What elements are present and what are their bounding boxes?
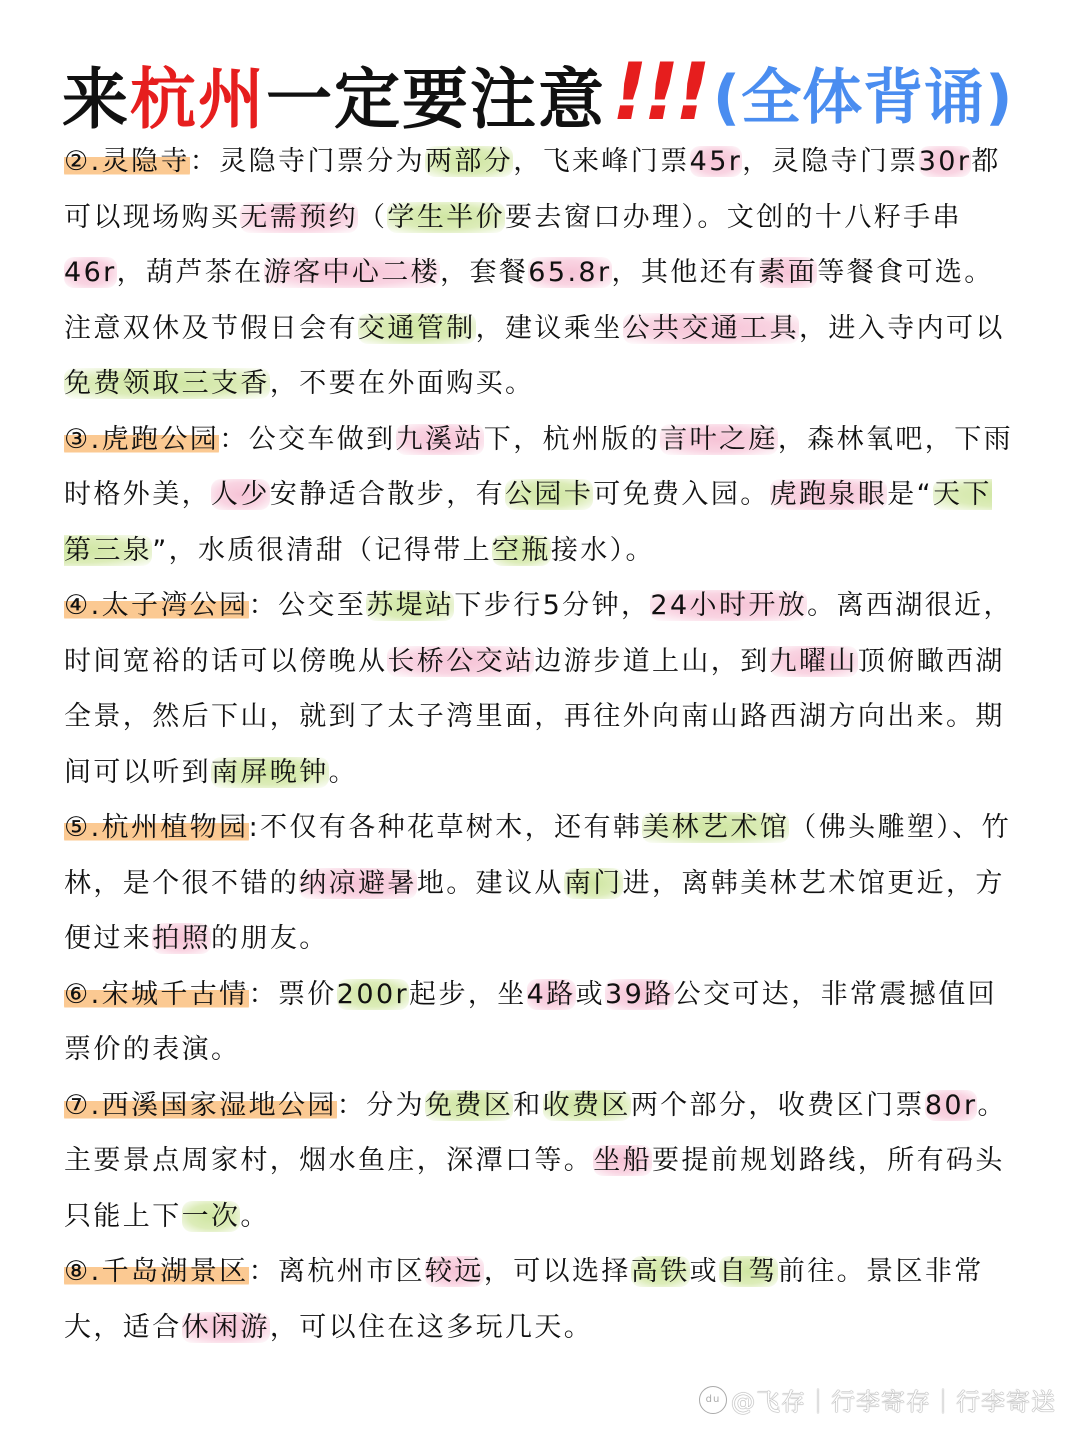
body-text: ，进入寺内可以 <box>799 312 1005 344</box>
body-text: ，套餐 <box>440 257 529 288</box>
highlight-pink: 素面 <box>758 257 818 288</box>
highlight-pink: 虎跑泉眼 <box>769 479 888 510</box>
highlight-pink: 无需预约 <box>240 201 359 233</box>
highlight-green: 苏堤站 <box>366 590 455 621</box>
title-part-attention: 一定要注意 <box>266 60 606 138</box>
highlight-green: 南门 <box>563 867 623 899</box>
body-text: 顶俯瞰西湖全景，然后下山，就到了太子湾里面，再往外向南山路西湖方向出来。期间可以听到 <box>64 645 1005 788</box>
title-exclamation: !!! <box>612 48 707 138</box>
highlight-pink: 45r <box>689 146 743 177</box>
body-text: （佛头雕塑）、竹林，是个很不错的 <box>64 812 1011 899</box>
highlight-green: 收费区 <box>542 1089 631 1121</box>
section-songcheng <box>64 967 1014 1078</box>
body-text: 两个部分，收费区门票 <box>630 1089 925 1121</box>
highlight-green: 两部分 <box>425 146 514 177</box>
title-part-come: 来 <box>62 60 130 138</box>
highlight-green: 天下第三泉 <box>64 479 992 566</box>
body-text: 边游步道上山，到 <box>534 645 770 677</box>
body-text: 都可以现场购买 <box>64 146 1001 233</box>
body-text: 下步行5分钟， <box>454 590 651 621</box>
section-xixi-wetland <box>64 1078 1014 1245</box>
highlight-pink: 30r <box>918 146 972 177</box>
highlight-green: 交通管制 <box>358 312 476 344</box>
body-text: 接水）。 <box>550 534 655 566</box>
tips-list <box>64 134 1014 1355</box>
section-taiziwan <box>64 578 1014 800</box>
highlight-pink: 80r <box>924 1089 978 1121</box>
section-botanical-garden <box>64 800 1014 967</box>
body-text: 进，离韩美林艺术馆更近，方便过来 <box>64 867 1005 954</box>
highlight-green: 免费区 <box>425 1089 514 1121</box>
highlight-pink: 拍照 <box>152 923 212 954</box>
section-heading: ③.虎跑公园 <box>64 423 220 455</box>
body-text: ：离杭州市区 <box>248 1256 425 1287</box>
body-text: 。离西湖很近，时间宽裕的话可以傍晚从 <box>64 590 1013 677</box>
body-text: 可免费入园。 <box>593 479 770 510</box>
section-heading: ②.灵隐寺 <box>64 146 190 177</box>
highlight-pink: 长桥公交站 <box>387 645 535 677</box>
highlight-pink: 纳凉避暑 <box>299 867 417 899</box>
section-heading: ⑧.千岛湖景区 <box>64 1256 249 1287</box>
section-heading: ⑥.宋城千古情 <box>64 978 249 1010</box>
body-text: 等餐食可选。注意双休及节假日会有 <box>64 257 994 344</box>
highlight-pink: 九溪站 <box>395 423 484 455</box>
section-qiandao-lake <box>64 1244 1014 1355</box>
body-text: 要去窗口办理）。文创的十八籽手串 <box>505 201 962 233</box>
highlight-green: 学生半价 <box>387 201 506 233</box>
body-text: 。 <box>328 756 359 788</box>
body-text: 的朋友。 <box>211 923 329 954</box>
baidu-paw-icon: du <box>699 1386 727 1414</box>
body-text: 。 <box>240 1200 270 1232</box>
body-text: ，建议乘坐 <box>475 312 623 344</box>
highlight-pink: 九曜山 <box>769 645 858 677</box>
highlight-pink: 较远 <box>425 1256 484 1287</box>
highlight-green: 一次 <box>181 1200 241 1232</box>
body-text: ：公交车做到 <box>219 423 396 455</box>
highlight-green: 高铁 <box>630 1256 690 1287</box>
body-text: 或 <box>575 978 606 1010</box>
highlight-pink: 46r <box>64 257 117 288</box>
highlight-pink: 坐船 <box>593 1145 653 1176</box>
section-heading: ④.太子湾公园 <box>64 590 249 621</box>
body-text: ：分为 <box>336 1089 425 1121</box>
highlight-pink: 公共交通工具 <box>622 312 800 344</box>
highlight-green: 免费领取三支香 <box>64 368 270 399</box>
body-text: 地。建议从 <box>416 867 564 899</box>
highlight-green: 空瓶 <box>492 534 551 566</box>
body-text: 下，杭州版的 <box>483 423 661 455</box>
body-text: 公交可达，非常震撼值回票价的表演。 <box>64 978 998 1065</box>
highlight-pink: 65.8r <box>528 257 612 288</box>
body-text: （ <box>358 201 388 233</box>
body-text: 是“ <box>887 479 934 510</box>
highlight-pink: 休闲游 <box>181 1311 270 1343</box>
body-text: ，灵隐寺门票 <box>742 146 919 177</box>
body-text: 要提前规划路线，所有码头只能上下 <box>64 1145 1005 1232</box>
highlight-pink: 言叶之庭 <box>660 423 778 455</box>
section-heading: ⑤.杭州植物园 <box>64 812 249 843</box>
watermark <box>699 1382 1056 1417</box>
highlight-green: 南屏晚钟 <box>211 756 329 788</box>
body-text: 。主要景点周家村，烟水鱼庄，深潭口等。 <box>64 1089 1007 1176</box>
body-text: 和 <box>513 1089 543 1121</box>
highlight-green: 公园卡 <box>505 479 594 510</box>
highlight-green: 自驾 <box>719 1256 778 1287</box>
body-text: ，其他还有 <box>611 257 759 288</box>
body-text: ，可以选择 <box>483 1256 631 1287</box>
body-text: ：公交至 <box>248 590 367 621</box>
title-part-hangzhou: 杭州 <box>130 60 266 138</box>
page-title <box>62 48 1014 138</box>
body-text: ：票价 <box>248 978 337 1010</box>
watermark-text: @飞存｜行李寄存｜行李寄送 <box>731 1388 1056 1416</box>
highlight-pink: 24小时开放 <box>650 590 808 621</box>
highlight-green: 200r <box>336 978 410 1010</box>
section-hupao <box>64 412 1014 579</box>
highlight-pink: 人少 <box>211 479 270 510</box>
body-text: ：灵隐寺门票分为 <box>189 146 425 177</box>
section-heading: ⑦.西溪国家湿地公园 <box>64 1089 337 1121</box>
title-subtitle: (全体背诵) <box>712 63 1014 133</box>
highlight-pink: 游客中心二楼 <box>263 257 441 288</box>
body-text: ，飞来峰门票 <box>513 146 690 177</box>
section-lingyin <box>64 134 1014 412</box>
body-text: 或 <box>689 1256 720 1287</box>
body-text: :不仅有各种花草树木，还有韩 <box>248 812 643 843</box>
body-text: ，森林氧吧，下雨时格外美， <box>64 423 1014 510</box>
body-text: 起步，坐 <box>409 978 527 1010</box>
body-text: ，葫芦茶在 <box>116 257 264 288</box>
body-text: ”，水质很清甜（记得带上 <box>152 534 492 566</box>
body-text: ，不要在外面购买。 <box>269 368 535 399</box>
body-text: 前往。景区非常大，适合 <box>64 1256 984 1343</box>
highlight-pink: 39路 <box>605 978 674 1010</box>
highlight-pink: 4路 <box>526 978 576 1010</box>
body-text: 安静适合散步，有 <box>269 479 506 510</box>
highlight-green: 美林艺术馆 <box>642 812 790 843</box>
body-text: ，可以住在这多玩几天。 <box>269 1311 594 1343</box>
